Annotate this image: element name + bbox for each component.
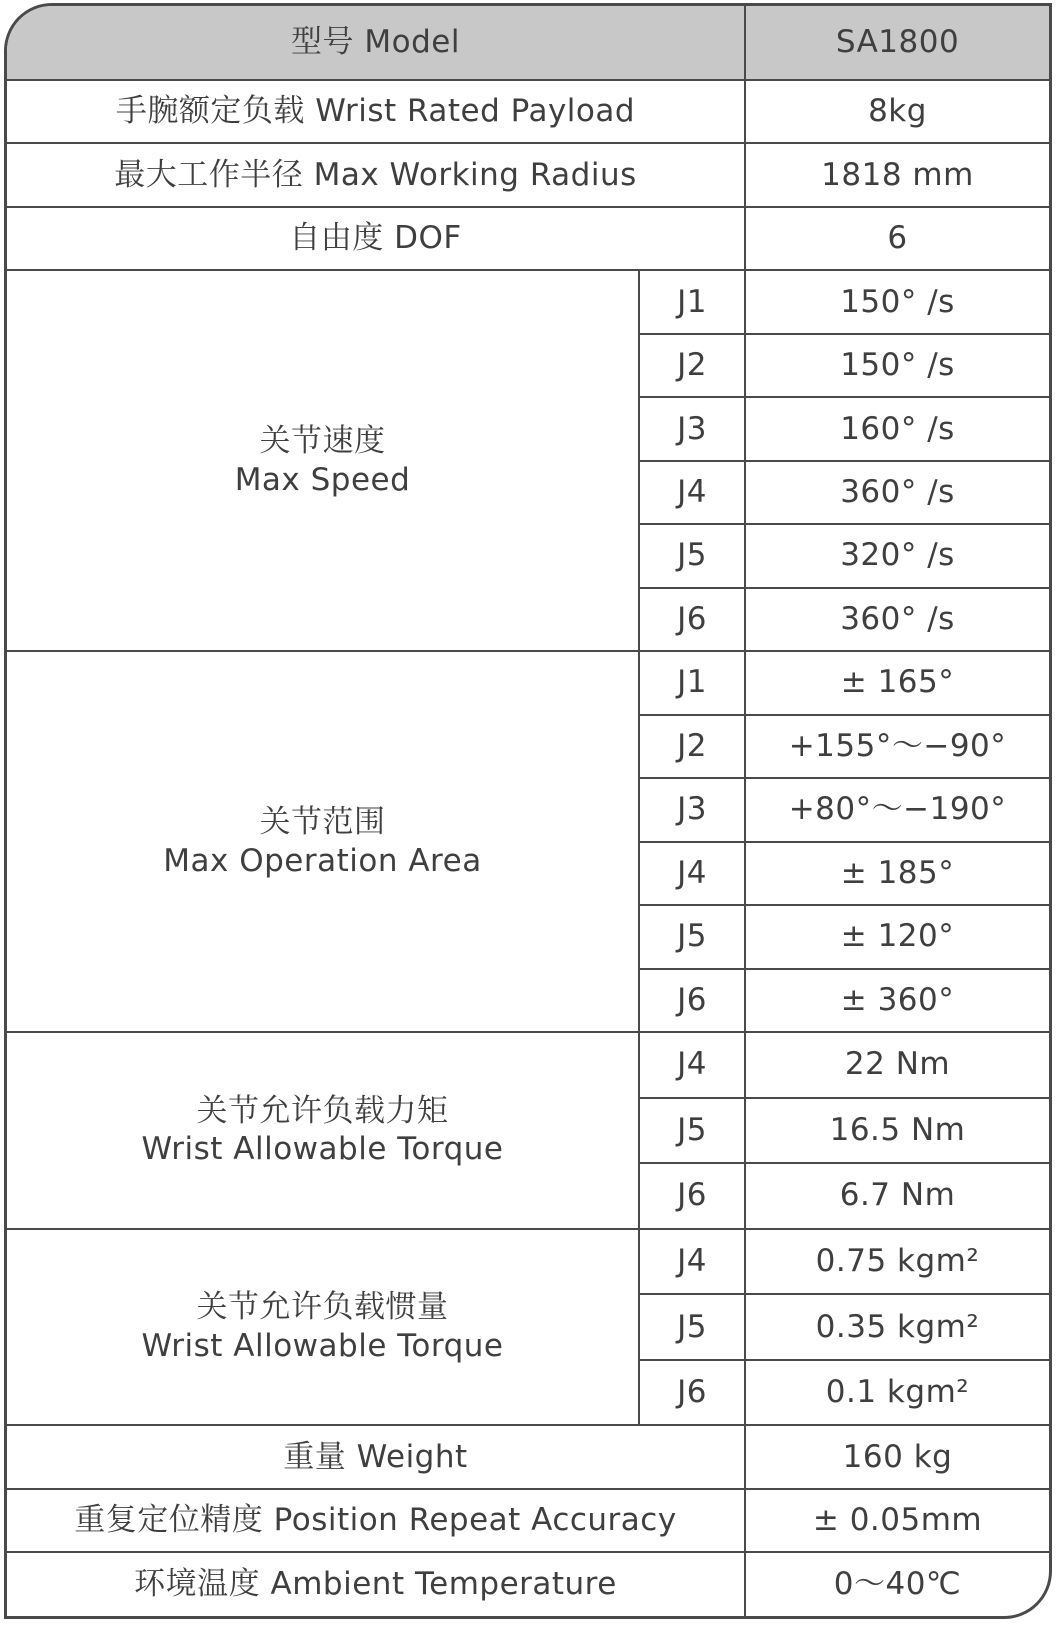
- spec-label: 重复定位精度 Position Repeat Accuracy: [7, 1489, 745, 1552]
- joint-row: [7, 270, 1049, 333]
- joint-row: [7, 651, 1049, 714]
- group-label-cn: 关节范围: [259, 803, 386, 840]
- group-label-en: Max Operation Area: [163, 842, 482, 879]
- joint-id: J4: [639, 1032, 745, 1098]
- group-label-torque: [7, 1032, 639, 1229]
- joint-value: 160° /s: [745, 397, 1049, 460]
- joint-id: J5: [639, 1294, 745, 1360]
- joint-id: J1: [639, 651, 745, 714]
- spec-value: 8kg: [745, 80, 1049, 143]
- group-label-cn: 关节允许负载力矩: [196, 1092, 449, 1129]
- group-label-en: Wrist Allowable Torque: [141, 1131, 504, 1168]
- spec-label: 环境温度 Ambient Temperature: [7, 1552, 745, 1616]
- joint-id: J2: [639, 334, 745, 397]
- joint-id: J6: [639, 1163, 745, 1229]
- joint-id: J4: [639, 1229, 745, 1295]
- spec-row: [7, 1552, 1049, 1616]
- joint-value: 150° /s: [745, 334, 1049, 397]
- group-label-cn: 关节允许负载惯量: [196, 1289, 449, 1326]
- header-value: SA1800: [745, 6, 1049, 80]
- joint-value: ± 120°: [745, 905, 1049, 968]
- joint-id: J3: [639, 778, 745, 841]
- spec-label: 最大工作半径 Max Working Radius: [7, 143, 745, 206]
- joint-value: 0.75 kgm²: [745, 1229, 1049, 1295]
- spec-row: [7, 1425, 1049, 1488]
- spec-value: ± 0.05mm: [745, 1489, 1049, 1552]
- spec-value: 1818 mm: [745, 143, 1049, 206]
- joint-value: 22 Nm: [745, 1032, 1049, 1098]
- joint-id: J1: [639, 270, 745, 333]
- joint-value: 150° /s: [745, 270, 1049, 333]
- spec-table: [7, 6, 1049, 1616]
- joint-id: J6: [639, 969, 745, 1032]
- group-label-en: Max Speed: [234, 461, 411, 498]
- joint-id: J4: [639, 461, 745, 524]
- spec-label: 自由度 DOF: [7, 207, 745, 270]
- spec-row: [7, 143, 1049, 206]
- joint-value: +155°～−90°: [745, 715, 1049, 778]
- joint-id: J5: [639, 905, 745, 968]
- spec-row: [7, 207, 1049, 270]
- joint-id: J3: [639, 397, 745, 460]
- joint-value: 0.1 kgm²: [745, 1360, 1049, 1426]
- joint-value: ± 185°: [745, 842, 1049, 905]
- joint-value: 320° /s: [745, 524, 1049, 587]
- joint-id: J4: [639, 842, 745, 905]
- spec-value: 160 kg: [745, 1425, 1049, 1488]
- joint-value: ± 360°: [745, 969, 1049, 1032]
- joint-value: ± 165°: [745, 651, 1049, 714]
- joint-id: J2: [639, 715, 745, 778]
- joint-value: 0.35 kgm²: [745, 1294, 1049, 1360]
- spec-label: 重量 Weight: [7, 1425, 745, 1488]
- joint-id: J5: [639, 524, 745, 587]
- spec-row: [7, 1489, 1049, 1552]
- spec-value: 6: [745, 207, 1049, 270]
- spec-table-frame: [4, 3, 1052, 1619]
- header-row: [7, 6, 1049, 80]
- joint-value: 360° /s: [745, 461, 1049, 524]
- group-label-cn: 关节速度: [259, 422, 386, 459]
- joint-id: J6: [639, 1360, 745, 1426]
- joint-value: +80°～−190°: [745, 778, 1049, 841]
- group-label-speed: [7, 270, 639, 651]
- spec-label: 手腕额定负载 Wrist Rated Payload: [7, 80, 745, 143]
- joint-row: [7, 1229, 1049, 1295]
- joint-value: 16.5 Nm: [745, 1098, 1049, 1164]
- joint-row: [7, 1032, 1049, 1098]
- spec-row: [7, 80, 1049, 143]
- header-label: 型号 Model: [7, 6, 745, 80]
- spec-value: 0～40℃: [745, 1552, 1049, 1616]
- joint-id: J6: [639, 588, 745, 651]
- group-label-inertia: [7, 1229, 639, 1426]
- joint-value: 6.7 Nm: [745, 1163, 1049, 1229]
- joint-value: 360° /s: [745, 588, 1049, 651]
- group-label-area: [7, 651, 639, 1032]
- group-label-en: Wrist Allowable Torque: [141, 1327, 504, 1364]
- joint-id: J5: [639, 1098, 745, 1164]
